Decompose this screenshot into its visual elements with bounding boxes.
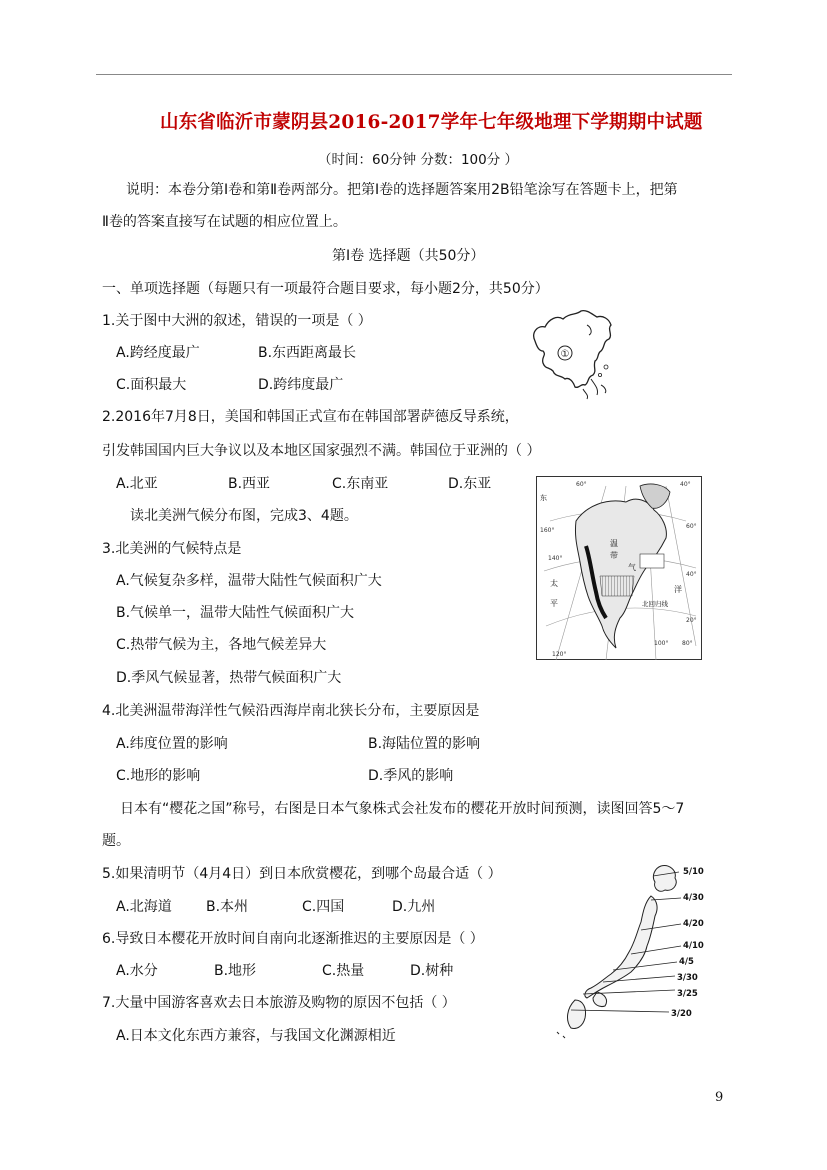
instructions-line-2: Ⅱ卷的答案直接写在试题的相应位置上。 [102, 214, 347, 230]
section-heading: 一、单项选择题（每题只有一项最符合题目要求，每小题2分，共50分） [102, 281, 549, 297]
intro-questions-5-7-line-1: 日本有“樱花之国”称号，右图是日本气象株式会社发布的樱花开放时间预测，读图回答5～7 [120, 801, 685, 817]
question-1-option-a: A.跨经度最广 [116, 345, 200, 361]
intro-questions-3-4: 读北美洲气候分布图，完成3、4题。 [130, 508, 358, 524]
question-4-option-a: A.纬度位置的影响 [116, 736, 228, 752]
header-rule [96, 74, 732, 75]
na-text-label-4: 太 [550, 579, 558, 588]
na-lon-label-7: 40° [680, 481, 691, 488]
question-6-stem: 6.导致日本樱花开放时间自南向北逐渐推迟的主要原因是（ ） [102, 931, 484, 947]
question-1-option-d: D.跨纬度最广 [258, 377, 344, 393]
na-text-label-1: 东 [540, 494, 547, 502]
question-2-stem-line-1: 2.2016年7月8日，美国和韩国正式宣布在韩国部署萨德反导系统， [102, 409, 519, 425]
japan-isoline-label-3: 4/20 [683, 919, 704, 929]
question-5-option-c: C.四国 [302, 899, 345, 915]
asia-map-label: ① [560, 349, 570, 360]
japan-isoline-label-7: 3/25 [677, 989, 698, 999]
question-4-option-d: D.季风的影响 [368, 768, 454, 784]
question-3-option-a: A.气候复杂多样，温带大陆性气候面积广大 [116, 573, 382, 589]
na-text-label-5: 平 [550, 599, 558, 608]
question-2-option-a: A.北亚 [116, 476, 158, 492]
north-america-climate-map [536, 476, 702, 660]
na-lat-label-3: 20° [686, 617, 697, 624]
question-7-stem: 7.大量中国游客喜欢去日本旅游及购物的原因不包括（ ） [102, 995, 456, 1011]
question-3-stem: 3.北美洲的气候特点是 [102, 541, 242, 557]
question-3-option-d: D.季风气候显著，热带气候面积广大 [116, 670, 342, 686]
question-5-stem: 5.如果清明节（4月4日）到日本欣赏樱花，到哪个岛最合适（ ） [102, 866, 502, 882]
question-6-option-c: C.热量 [322, 963, 365, 979]
question-1-option-c: C.面积最大 [116, 377, 187, 393]
question-5-option-a: A.北海道 [116, 899, 172, 915]
na-lon-label-4: 140° [548, 555, 563, 562]
question-5-option-b: B.本州 [206, 899, 249, 915]
time-score-line: （时间：60分钟 分数：100分 ） [318, 152, 519, 168]
na-lat-label-1: 60° [686, 523, 697, 530]
question-7-option-a: A.日本文化东西方兼容，与我国文化渊源相近 [116, 1028, 396, 1044]
question-2-option-b: B.西亚 [228, 476, 271, 492]
na-lon-label-2: 80° [682, 640, 693, 647]
na-lon-label-6: 60° [576, 481, 587, 488]
japan-cherry-blossom-map [553, 860, 715, 1042]
japan-isoline-label-6: 3/30 [677, 973, 698, 983]
question-1-option-b: B.东西距离最长 [258, 345, 357, 361]
instructions-line-1: 说明：本卷分第Ⅰ卷和第Ⅱ卷两部分。把第Ⅰ卷的选择题答案用2B铅笔涂写在答题卡上，把第 [126, 182, 678, 198]
question-1-stem: 1.关于图中大洲的叙述，错误的一项是（ ） [102, 313, 372, 329]
na-lon-label-3: 120° [552, 651, 567, 658]
japan-isoline-label-2: 4/30 [683, 893, 704, 903]
question-6-option-d: D.树种 [410, 963, 454, 979]
part-title: 第Ⅰ卷 选择题（共50分） [332, 248, 485, 264]
question-4-option-c: C.地形的影响 [116, 768, 201, 784]
na-lon-label-5: 160° [540, 527, 555, 534]
na-lon-label-1: 100° [654, 640, 669, 647]
na-text-label-6: 气 [628, 563, 636, 572]
question-4-stem: 4.北美洲温带海洋性气候沿西海岸南北狭长分布，主要原因是 [102, 703, 480, 719]
na-text-label-3: 带 [610, 551, 618, 560]
japan-isoline-label-4: 4/10 [683, 941, 704, 951]
na-text-label-7: 洋 [674, 585, 682, 594]
intro-questions-5-7-line-2: 题。 [102, 833, 130, 849]
exam-title: 山东省临沂市蒙阴县2016-2017学年七年级地理下学期期中试题 [160, 112, 703, 133]
page-number: 9 [715, 1090, 724, 1105]
na-tropic-label: 北回归线 [642, 600, 668, 608]
question-2-option-d: D.东亚 [448, 476, 492, 492]
question-2-option-c: C.东南亚 [332, 476, 389, 492]
na-text-label-2: 温 [610, 539, 618, 548]
question-3-option-b: B.气候单一，温带大陆性气候面积广大 [116, 605, 355, 621]
asia-map-figure [527, 305, 619, 403]
japan-isoline-label-1: 5/10 [683, 867, 704, 877]
question-3-option-c: C.热带气候为主，各地气候差异大 [116, 637, 327, 653]
japan-isoline-label-8: 3/20 [671, 1009, 692, 1019]
question-6-option-a: A.水分 [116, 963, 158, 979]
question-4-option-b: B.海陆位置的影响 [368, 736, 481, 752]
japan-isoline-label-5: 4/5 [679, 957, 694, 967]
question-6-option-b: B.地形 [214, 963, 257, 979]
na-lat-label-2: 40° [686, 571, 697, 578]
na-legend-box [640, 554, 664, 568]
question-5-option-d: D.九州 [392, 899, 436, 915]
question-2-stem-line-2: 引发韩国国内巨大争议以及本地区国家强烈不满。韩国位于亚洲的（ ） [102, 443, 541, 459]
